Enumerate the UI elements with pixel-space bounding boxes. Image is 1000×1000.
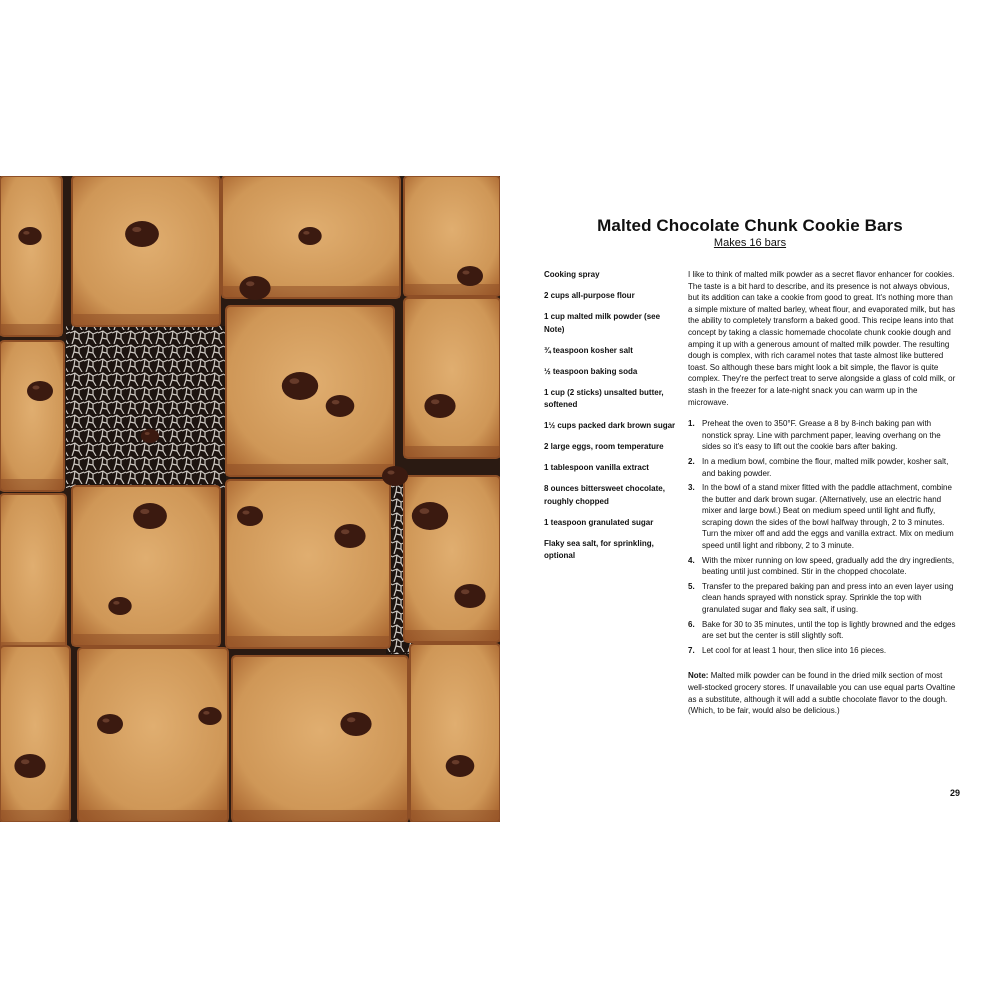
step-text: In the bowl of a stand mixer fitted with the paddle attachment, combine the butter and dark brown sugar. (Alternatively, use an electric hand mixer and large bowl.) Beat on medium speed until light and fluffy, scraping down the sides of the bowl halfway through, 2 to 3 minutes. Turn the mixer off and add the eggs and vanilla extract. Mix on medium speed until light and ribbony, 2 to 3 minute. (702, 483, 954, 551)
chocolate-chunk (125, 221, 159, 247)
chocolate-chunk (18, 227, 41, 245)
recipe-page (500, 176, 1000, 822)
method-step (688, 418, 956, 453)
chocolate-highlight (203, 711, 209, 715)
cookie-bars-photo (0, 176, 500, 822)
chocolate-highlight (388, 471, 395, 475)
cookie-bar (404, 176, 500, 296)
chocolate-chunk (133, 503, 167, 529)
recipe-body (688, 269, 956, 717)
cookie-bar-edge (0, 324, 62, 336)
cookie-bar (226, 480, 390, 648)
chocolate-chunk (282, 372, 318, 400)
step-number: 3. (688, 483, 695, 493)
chocolate-chunk (108, 597, 131, 615)
cookie-bar-edge (404, 284, 500, 296)
recipe-title: Malted Chocolate Chunk Cookie Bars (597, 216, 903, 235)
recipe-note (688, 670, 956, 716)
note-label: Note: (688, 671, 709, 681)
cookie-bar (78, 648, 228, 822)
book-spread (0, 176, 1000, 822)
chocolate-highlight (420, 508, 430, 514)
method-step (688, 456, 956, 479)
step-text: Bake for 30 to 35 minutes, until the top is lightly browned and the edges are set but the center is still slightly soft. (702, 619, 956, 641)
chocolate-highlight (246, 281, 254, 286)
chocolate-highlight (290, 378, 300, 384)
chocolate-highlight (332, 400, 340, 404)
chocolate-chunk (424, 394, 455, 418)
recipe-intro: I like to think of malted milk powder as a secret flavor enhancer for cookies. The taste is a bit hard to describe, and its presence is not always obvious, but its addition can take a cookie from good to great. It's nothing more than a simple mixture of malted barley, wheat flour, and evaporated milk, but has the ability to completely transform a baked good. This recipe leans into that concept by taking a classic homemade chocolate chunk cookie dough and amping it up with a generous amount of malted milk powder. The resulting dough is complex, with rich caramel notes that taste almost like buttered toast. So although these bars might look a bit simple, the flavor is quite complex. They're the perfect treat to serve alongside a glass of cold milk, or stash in the freezer for a late-night snack you can warm up in the microwave. (688, 270, 956, 407)
chocolate-highlight (103, 719, 110, 723)
cookie-bar-edge (78, 810, 228, 822)
chocolate-highlight (452, 760, 460, 764)
chocolate-chunk (457, 266, 483, 286)
cookie-bar (0, 176, 62, 336)
chocolate-highlight (341, 529, 349, 534)
cookie-bar-edge (404, 446, 500, 458)
chocolate-highlight (303, 231, 309, 235)
method-step (688, 482, 956, 552)
method-steps (688, 418, 956, 656)
cookie-bar-edge (404, 630, 500, 642)
ingredient-item: 1½ cups packed dark brown sugar (544, 421, 676, 430)
chocolate-chunk (198, 707, 221, 725)
cookie-bar-edge (232, 810, 408, 822)
cookie-bar-edge (226, 464, 394, 476)
chocolate-chunk (27, 381, 53, 401)
cookie-bar (0, 341, 64, 491)
chocolate-highlight (23, 231, 29, 235)
recipe-yield: Makes 16 bars (713, 237, 787, 249)
ingredients-list (544, 269, 676, 571)
step-number: 2. (688, 456, 695, 466)
chocolate-chunk (412, 502, 448, 530)
chocolate-chunk (298, 227, 321, 245)
chocolate-highlight (243, 511, 250, 515)
step-text: In a medium bowl, combine the flour, malted milk powder, kosher salt, and baking powder. (702, 456, 949, 478)
step-text: Transfer to the prepared baking pan and press into an even layer using clean hands sprayed with nonstick spray. Sprinkle the top with granulated sugar and flaky sea salt, if using. (702, 581, 954, 615)
chocolate-chunk (454, 584, 485, 608)
chocolate-highlight (33, 386, 40, 390)
chocolate-chunk (334, 524, 365, 548)
cookie-bar-edge (0, 479, 64, 491)
chocolate-highlight (463, 271, 470, 275)
ingredient-item: 1 cup (2 sticks) unsalted butter, softened (544, 387, 664, 409)
cookie-bar-edge (410, 810, 500, 822)
step-number: 7. (688, 645, 695, 655)
ingredient-item: ¾ teaspoon kosher salt (544, 345, 633, 355)
ingredient-item: Flaky sea salt, for sprinkling, optional (544, 538, 654, 560)
ingredient-item: 2 large eggs, room temperature (544, 442, 664, 451)
cookie-bar (0, 646, 70, 822)
note-text: Malted milk powder can be found in the dried milk section of most well-stocked grocery stores. If unavailable you can use equal parts Ovaltine as a substitute, although it will add a subtle chocolate flavor to the dough. (Which, to be fair, would also be delicious.) (688, 671, 956, 716)
chocolate-chunk (141, 429, 159, 443)
chocolate-highlight (132, 227, 141, 232)
cookie-bar (0, 494, 66, 654)
cookie-bar (72, 176, 220, 326)
chocolate-highlight (461, 589, 469, 594)
chocolate-chunk (326, 395, 355, 417)
baking-sheet-crackle (66, 326, 226, 488)
chocolate-chunk (97, 714, 123, 734)
step-number: 5. (688, 581, 695, 591)
chocolate-chunk (446, 755, 475, 777)
step-number: 6. (688, 619, 695, 629)
chocolate-highlight (431, 399, 439, 404)
ingredient-item: ½ teaspoon baking soda (544, 366, 638, 376)
cookie-bar-edge (72, 634, 220, 646)
method-step (688, 645, 956, 657)
page-number: 29 (949, 788, 960, 798)
cookie-bars-illustration (0, 176, 500, 822)
chocolate-chunk (340, 712, 371, 736)
ingredient-item: 2 cups all-purpose flour (544, 291, 635, 300)
chocolate-highlight (347, 717, 355, 722)
method-step (688, 555, 956, 578)
step-text: Preheat the oven to 350°F. Grease a 8 by 8-inch baking pan with nonstick spray. Line with parchment paper, leaving overhang on the sides so it's easy to lift out the cookie bars after baking. (702, 419, 941, 452)
method-step (688, 581, 956, 616)
chocolate-highlight (140, 509, 149, 514)
cookie-bar (404, 298, 500, 458)
ingredient-item: 8 ounces bittersweet chocolate, roughly chopped (544, 484, 665, 506)
chocolate-chunk (14, 754, 45, 778)
ingredient-item: 1 cup malted milk powder (see Note) (544, 312, 661, 334)
step-number: 1. (688, 419, 695, 429)
chocolate-highlight (113, 601, 119, 605)
cookie-bar-edge (226, 636, 390, 648)
method-step (688, 619, 956, 642)
cookie-bar-edge (72, 314, 220, 326)
ingredient-item: Cooking spray (544, 270, 600, 279)
cookie-bar (410, 644, 500, 822)
cookie-bar-edge (0, 810, 70, 822)
step-text: Let cool for at least 1 hour, then slice into 16 pieces. (702, 645, 887, 655)
cookie-bar (404, 476, 500, 642)
chocolate-chunk (239, 276, 270, 300)
step-text: With the mixer running on low speed, gradually add the dry ingredients, beating until just combined. Stir in the chopped chocolate. (702, 555, 955, 577)
chocolate-highlight (145, 432, 150, 435)
step-number: 4. (688, 555, 695, 565)
chocolate-chunk (382, 466, 408, 486)
chocolate-chunk (237, 506, 263, 526)
ingredient-item: 1 tablespoon vanilla extract (544, 463, 649, 472)
cookie-bar (232, 656, 408, 822)
chocolate-highlight (21, 759, 29, 764)
ingredient-item: 1 teaspoon granulated sugar (544, 517, 654, 527)
